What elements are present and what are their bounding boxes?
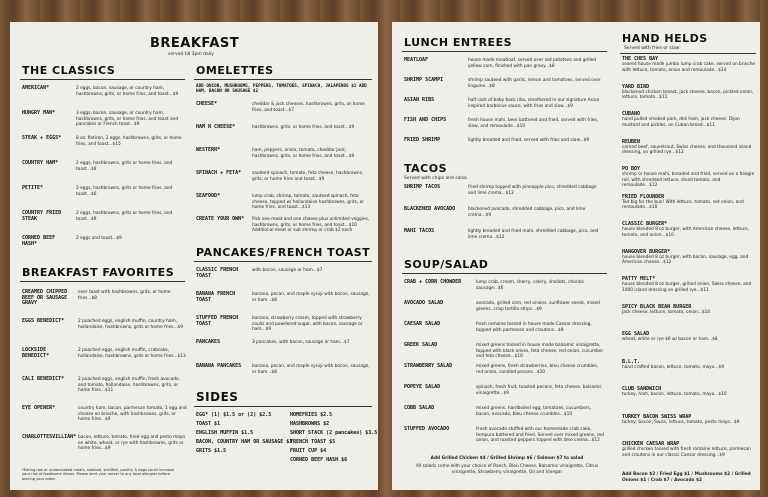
menu-item-name: THE CHES BAY: [622, 56, 659, 62]
menu-item-description: fresh romaine tossed in house made Caesar dressing, topped with parmesan and croutons...$9: [476, 322, 592, 333]
side-item: FRUIT CUP $4: [290, 448, 327, 454]
divider: [620, 53, 756, 54]
menu-item-name: HUNGRY MAN*: [22, 110, 56, 116]
menu-item-description: shrimp or house mahi, breaded and fried, served on a hoagie roll, with shredded lettuce, diced tomato, and remoulade...$12: [622, 172, 755, 188]
menu-item-description: country ham, bacon, parmesan tomato, 1 egg and cheese on brioche, with hashbrowns, grits, or home fries...$9: [78, 406, 187, 422]
menu-item-description: over toast with hashbrowns, grits, or home fries...$8: [78, 290, 171, 301]
menu-item-name: CREATE YOUR OWN*: [196, 216, 245, 222]
menu-page-right: [392, 22, 760, 490]
menu-item-description: lightly breaded and fried mahi, shredded cabbage, pico, and lime crema...$12: [468, 229, 599, 240]
handhelds-subtitle: Served with fries or slaw: [624, 46, 680, 51]
omelettes-title: OMELETTES: [196, 64, 274, 77]
menu-item-name: FISH AND CHIPS: [404, 117, 447, 123]
lunch-title: LUNCH ENTREES: [404, 36, 513, 49]
side-item: GRITS $1.5: [196, 448, 227, 454]
menu-item-name: HANGOVER BURGER*: [622, 248, 671, 255]
menu-item-name: CAESAR SALAD: [404, 321, 441, 327]
menu-item-description: shrimp sauteed with garlic, lemon and tomatoes, served over linguine...$8: [468, 78, 601, 89]
menu-item-description: hashbrowns, grits, or home fries, and toast...$9: [252, 125, 355, 130]
menu-item-name: PATTY MELT*: [622, 276, 656, 282]
side-item: HASHBROWNS $2: [290, 421, 330, 427]
menu-item-name: SEAFOOD*: [196, 193, 221, 199]
menu-item-description: hand crafted bacon, lettuce, tomato, mayo...$9: [622, 364, 724, 370]
menu-item-description: 2 eggs, bacon, sausage, or country ham, hashbrowns, grits, or home fries, and toast...$9: [76, 86, 179, 97]
menu-item-description: corned beef, sauerkraut, Swiss cheese, and thousand island dressing, on grilled rye...$12: [622, 144, 752, 155]
menu-item-description: 2 poached eggs, english muffin, country ham, hollandaise, hashbrowns, grits or home fries...$9: [78, 319, 184, 330]
menu-item-description: 2 eggs, hashbrowns, grits or home fries, and toast...$9: [76, 211, 173, 222]
menu-item-description: lump crab, cream, sherry, celery, shallots, chorizo sausage...$6: [476, 280, 584, 291]
menu-item-description: fresh house mahi, beer battered and fried, served with fries, slaw, and remoulade...$10: [468, 118, 599, 129]
menu-item-description: house blended 8 oz burger, grilled onion, Swiss cheese, and 1000 island dressing on grilled rye...$11: [622, 282, 752, 293]
menu-item-name: PETITE*: [22, 185, 44, 191]
menu-item-name: ASIAN RIBS: [404, 97, 435, 103]
menu-item-name: BANANA FRENCH TOAST: [196, 291, 236, 303]
raw-food-note: *Eating raw or undercooked meats, seafood, shellfish, poultry & eggs could increase your risk of foodborne illness. Please alert your server to any food allergies before placing your order.: [22, 468, 175, 481]
side-item: EGG* (1) $1.5 or (2) $2.5: [196, 412, 272, 418]
favorites-title: BREAKFAST FAVORITES: [22, 266, 175, 279]
menu-item-description: avocado, grilled corn, red onions, sunflower seeds, mixed greens, crisp tortilla strips...$9: [476, 301, 600, 312]
menu-item-name: GREEK SALAD: [404, 342, 438, 348]
sides-title: SIDES: [196, 390, 239, 404]
menu-item-description: ham, peppers, onion, tomato, cheddar jack, hashbrowns, grits, or home fries, and toast...$9: [252, 148, 355, 159]
menu-item-description: house made meatloaf, served over red potatoes and grilled yellow corn, finished with pan gravy...$8: [468, 58, 597, 69]
salad-addons: Add Grilled Chicken $4 / Grilled Shrimp $6 / Salmon $7 to salad: [430, 456, 584, 461]
menu-item-name: EGGS BENEDICT*: [22, 318, 65, 324]
menu-item-name: COUNTRY FRIED STEAK: [22, 210, 62, 222]
menu-item-description: Ted big for the bun! With lettuce, tomato, red onion, and remoulade...$10: [622, 199, 744, 210]
tacos-subtitle: Served with chips and salsa: [404, 176, 467, 181]
menu-item-name: STUFFED FRENCH TOAST: [196, 315, 239, 327]
menu-item-description: wheat, white or rye $6 w/ bacon or ham...$8: [622, 337, 718, 342]
menu-item-description: blackened chicken breast, jack cheese, bacon, pickled onion, lettuce, tomato...$11: [622, 89, 754, 100]
menu-item-description: house blended 8 oz burger, with American cheese, lettuce, tomato, and onion...$10: [622, 227, 750, 238]
menu-item-description: turkey, ham, bacon, lettuce, tomato, mayo...$10: [622, 392, 727, 397]
menu-item-name: CALI BENEDICT*: [22, 376, 65, 382]
menu-item-name: EYE OPENER*: [22, 405, 56, 411]
menu-item-name: STEAK + EGGS*: [22, 135, 62, 141]
divider: [20, 79, 185, 80]
menu-item-description: seared house made jumbo lump crab cake, served on brioche with lettuce, tomato, onion and remoulade...$14: [622, 62, 756, 73]
menu-item-description: 2 eggs and toast...$9: [76, 236, 122, 241]
menu-item-description: house blended 8 oz burger, with bacon, sausage, egg, and American cheese...$12: [622, 254, 749, 265]
menu-page-left: [10, 22, 378, 490]
menu-item-name: FRIED FLOUNDER: [622, 193, 665, 200]
menu-item-description: with bacon, sausage or ham...$7: [252, 268, 323, 273]
menu-item-description: Pick one meat and one cheese plus unlimited veggies, hashbrowns, grits, or home fries, and toast...$10 Additional meat or sub shrimp or crab $2 each: [252, 217, 370, 233]
menu-item-name: B.L.T.: [622, 358, 641, 365]
menu-item-description: 2 poached eggs, english muffin, fresh avocado, and tomato, hollandaise, hashbrowns, grits, or home fries...$11: [78, 377, 180, 393]
menu-item-name: CRAB + CORN CHOWDER: [404, 279, 462, 285]
menu-item-name: WESTERN*: [196, 147, 221, 153]
menu-item-name: CHEESE*: [196, 101, 218, 107]
menu-item-name: COUNTRY HAM*: [22, 160, 59, 166]
menu-item-description: 2 eggs, hashbrowns, grits or home fries, and toast...$8: [76, 161, 173, 172]
menu-item-description: mixed greens tossed in house made balsamic vinaigrette, topped with black olives, feta cheese, red onion, cucumber and feta cheese...$10: [476, 343, 604, 359]
menu-item-description: sauteed spinach, tomato, feta cheese, hashbrowns, grits, or home fries and toast...$9: [252, 171, 364, 182]
menu-item-name: CHICKEN CAESAR WRAP: [622, 441, 680, 447]
menu-item-description: 2 poached eggs, english muffin, crabcake, hollandaise, hashbrowns, grits or home fries...$13: [78, 348, 186, 359]
menu-item-description: Jack cheese, lettuce, tomato, onion...$10: [622, 309, 711, 315]
divider: [194, 261, 372, 262]
breakfast-hours: served till 3pm daily: [168, 52, 214, 57]
menu-item-description: bacon, lettuce, tomato, fried egg and pesto mayo on white, wheat, or rye with hashbrowns, grits or home fries...$9: [78, 435, 186, 451]
menu-item-name: STUFFED AVOCADO: [404, 426, 450, 432]
menu-item-description: hand pulled smoked pork, deli ham, jack cheese, Dijon mustard and pickles, on Cuban bread...$11: [622, 117, 740, 128]
menu-item-name: BLACKENED AVOCADO: [404, 206, 456, 212]
tacos-title: TACOS: [404, 162, 448, 175]
classics-title: THE CLASSICS: [22, 64, 116, 77]
divider: [402, 51, 607, 52]
menu-item-name: EGG SALAD: [622, 331, 650, 337]
menu-item-description: fried shrimp topped with pineapple pico, shredded cabbage and lime crema...$12: [468, 185, 597, 196]
divider: [402, 273, 607, 274]
menu-item-name: CORNED BEEF HASH*: [22, 235, 56, 247]
menu-item-description: mixed greens, hardboiled egg, tomatoes, cucumbers, bacon, avocado, bleu cheese crumbles...$10: [476, 406, 592, 417]
menu-item-name: SHRIMP TACOS: [404, 184, 441, 190]
menu-item-name: SPINACH + FETA*: [196, 170, 242, 176]
menu-item-description: banana, pecan, and maple syrup with bacon, sausage, or ham...$8: [252, 364, 370, 375]
menu-item-name: PANCAKES: [196, 339, 221, 345]
side-item: CORNED BEEF HASH $6: [290, 457, 348, 463]
menu-item-name: AVOCADO SALAD: [404, 300, 444, 306]
menu-item-description: banana, strawberry cream, topped with strawberry coulis and powdered sugar, with bacon, sausage or ham...$9: [252, 316, 363, 332]
menu-item-description: 2 eggs, hashbrowns, grits or home fries, and toast...$6: [76, 186, 173, 197]
menu-item-name: POPEYE SALAD: [404, 384, 441, 390]
menu-item-description: banana, pecan, and maple syrup with bacon, sausage, or ham...$8: [252, 292, 370, 303]
divider: [194, 406, 372, 407]
soup-title: SOUP/SALAD: [404, 258, 489, 271]
menu-item-name: HAM N CHEESE*: [196, 124, 236, 130]
menu-item-description: mixed greens, fresh strawberries, bleu cheese crumbles, red onion, candied pecans...$10: [476, 364, 599, 375]
menu-item-name: LOCKSIDE BENEDICT*: [22, 347, 50, 359]
menu-item-description: lump crab, shrimp, tomato, sauteed spinach, feta cheese, topped w/ hollandaise hashbrowns, grits, or home fries, and toast...$13: [252, 194, 365, 210]
menu-item-name: BANANA PANCAKES: [196, 363, 242, 369]
menu-item-name: FRIED SHRIMP: [404, 137, 441, 143]
menu-item-name: YARD BIRD: [622, 83, 650, 90]
menu-item-name: CLASSIC FRENCH TOAST: [196, 267, 239, 279]
divider: [20, 281, 185, 282]
menu-item-description: blackened avocado, shredded cabbage, pico, and lime crema...$9: [468, 207, 586, 218]
menu-item-description: lightly breaded and fried, served with fries and slaw...$9: [468, 138, 590, 143]
side-item: HOMEFRIES $2.5: [290, 412, 333, 418]
menu-item-description: cheddar & jack cheeses, hashbrowns, grits, or home fries, and toast...$7: [252, 102, 365, 113]
menu-item-name: SHRIMP SCAMPI: [404, 77, 444, 83]
side-item: FRENCH TOAST $5: [290, 439, 336, 445]
menu-item-name: MEATLOAF: [404, 57, 429, 63]
omelette-addons: ADD ONION, MUSHROOMS, PEPPERS, TOMATOES, SPINACH, JALAPENOS $1 ADD HAM, BACON OR SAUSAGE $2: [196, 84, 367, 95]
divider: [194, 79, 372, 80]
menu-item-name: PO BOY: [622, 166, 641, 172]
menu-item-description: 3 pancakes, with bacon, sausage or ham...$7: [252, 340, 350, 345]
side-item: ENGLISH MUFFIN $1.5: [196, 430, 254, 436]
menu-item-name: CHARLOTTESVILLIAN*: [22, 434, 77, 440]
menu-item-name: CREAMED CHIPPED BEEF OR SAUSAGE GRAVY: [22, 289, 68, 306]
handhelds-addons: Add Bacon $2 / Fried Egg $1 / Mushrooms $2 / Grilled Onions $1 / Crab $7 / Avocado $2: [622, 472, 751, 483]
side-item: TOAST $1: [196, 421, 221, 427]
menu-item-name: SPICY BLACK BEAN BURGER: [622, 303, 692, 310]
menu-item-description: half rack of baby back ribs, smothered in our signature Asian inspired barbecue sauce, with fries and slaw...$9: [468, 98, 600, 109]
menu-item-name: TURKEY BACON SWISS WRAP: [622, 413, 692, 420]
side-item: BACON, COUNTRY HAM OR SAUSAGE $3: [196, 439, 293, 445]
pancakes-title: PANCAKES/FRENCH TOAST: [196, 246, 371, 259]
breakfast-title: BREAKFAST: [150, 36, 240, 51]
menu-item-name: CLASSIC BURGER*: [622, 221, 668, 227]
salad-dressing-note: All salads come with your choice of Ranch, Bleu Cheese, Balsamic vinaigrette, Citrus vinaigrette, Strawberry vinaigrette, Oil and Vinegar: [415, 464, 599, 475]
side-item: SHORT STACK (2 pancakes) $3.5: [290, 430, 378, 436]
menu-item-description: Fresh avocado stuffed with our homemade crab cake, tempura battered and fried. Served over mixed greens, red onion, and roasted peppers topped with lime crema...$12: [476, 427, 604, 443]
menu-item-name: STRAWBERRY SALAD: [404, 363, 453, 369]
menu-item-name: CUBANO: [622, 111, 641, 117]
menu-item-description: grilled chicken tossed with fresh romaine lettuce, parmesan and croutons in our classic Caesar dressing...$9: [622, 447, 751, 458]
menu-item-name: CLUB SANDWICH: [622, 386, 662, 392]
menu-item-name: REUBEN: [622, 138, 641, 145]
handhelds-title: HAND HELDS: [622, 32, 708, 45]
menu-item-description: turkey, bacon, Swiss, lettuce, tomato, pesto mayo...$9: [622, 419, 740, 425]
menu-item-name: AMERICAN*: [22, 85, 50, 91]
menu-item-description: spinach, fresh fruit, toasted pecans, feta cheese, balsamic vinaigrette...$9: [476, 385, 602, 396]
menu-item-name: MAHI TACOS: [404, 228, 435, 234]
menu-item-description: 3 eggs, bacon, sausage, or country ham, hashbrowns, grits, or home fries, and toast and pancakes or French toast...$9: [76, 111, 179, 127]
menu-item-description: 8 oz. flatiron, 2 eggs, hashbrowns, grits, or home fries, and toast...$15: [76, 136, 182, 147]
menu-item-name: COBB SALAD: [404, 405, 435, 411]
